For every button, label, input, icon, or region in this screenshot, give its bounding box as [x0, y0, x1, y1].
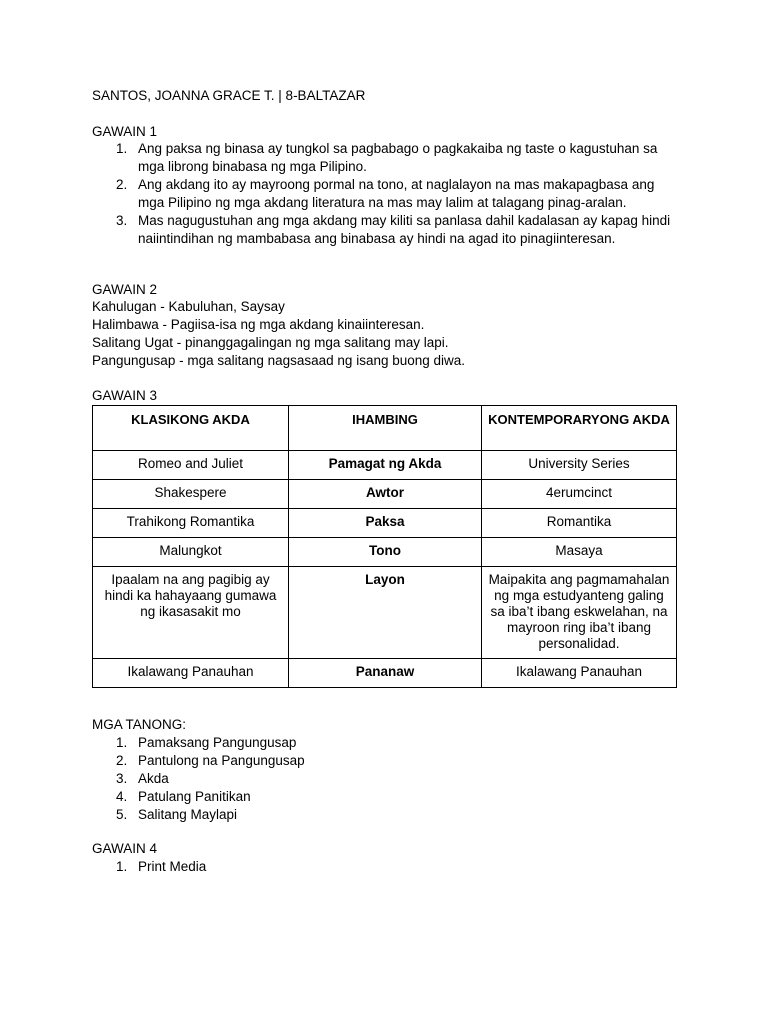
tanong-title: MGA TANONG: [92, 717, 187, 732]
tanong-list [92, 734, 676, 824]
table-cell: Maipakita ang pagmamahalan ng mga estudyanteng galing sa iba’t ibang eskwelahan, na mayroon ring iba’t ibang personalidad. [482, 567, 677, 659]
gawain2-lines [92, 298, 676, 370]
table-row [93, 509, 677, 538]
table-cell: Malungkot [93, 538, 289, 567]
list-item: 5. Salitang Maylapi [116, 807, 238, 822]
definition-line: Halimbawa - Pagiisa-isa ng mga akdang kinaiinteresan. [92, 317, 425, 332]
list-item: 4. Patulang Panitikan [116, 789, 251, 804]
table-row [93, 480, 677, 509]
table-cell: Tono [289, 538, 482, 567]
table-cell: 4erumcinct [482, 480, 677, 509]
student-header: SANTOS, JOANNA GRACE T. | 8-BALTAZAR [92, 88, 366, 103]
list-item: 1. Print Media [116, 859, 207, 874]
table-cell: Awtor [289, 480, 482, 509]
table-cell: Romeo and Juliet [93, 451, 289, 480]
gawain3-title: GAWAIN 3 [92, 388, 158, 403]
table-cell: Trahikong Romantika [93, 509, 289, 538]
gawain2-title: GAWAIN 2 [92, 282, 158, 297]
table-row [93, 538, 677, 567]
table-cell: Romantika [482, 509, 677, 538]
column-header: IHAMBING [289, 406, 482, 451]
definition-line: Pangungusap - mga salitang nagsasaad ng isang buong diwa. [92, 353, 466, 368]
table-row [93, 567, 677, 659]
gawain1-list [92, 140, 676, 248]
list-item: 3. Akda [116, 771, 169, 786]
table-cell: Ikalawang Panauhan [482, 659, 677, 688]
gawain4-list [92, 858, 676, 876]
table-cell: Paksa [289, 509, 482, 538]
table-row [93, 451, 677, 480]
list-item: 2. Pantulong na Pangungusap [116, 753, 305, 768]
table-cell: Ikalawang Panauhan [93, 659, 289, 688]
table-cell: University Series [482, 451, 677, 480]
table-header-row [93, 406, 677, 451]
table-cell: Shakespere [93, 480, 289, 509]
list-item: 1. Pamaksang Pangungusap [116, 735, 297, 750]
table-cell: Pananaw [289, 659, 482, 688]
gawain4-title: GAWAIN 4 [92, 841, 158, 856]
column-header: KLASIKONG AKDA [93, 406, 289, 451]
list-item: 1. Ang paksa ng binasa ay tungkol sa pagbabago o pagkakaiba ng taste o kagustuhan sa mga librong binabasa ng mga Pilipino. [116, 141, 658, 174]
definition-line: Salitang Ugat - pinanggagalingan ng mga salitang may lapi. [92, 335, 449, 350]
table-row [93, 659, 677, 688]
list-item: 2. Ang akdang ito ay mayroong pormal na tono, at naglalayon na mas makapagbasa ang mga Pilipino ng mga akdang literatura na mas may lalim at talagang pinag-aralan. [116, 177, 655, 210]
table-cell: Layon [289, 567, 482, 659]
definition-line: Kahulugan - Kabuluhan, Saysay [92, 299, 285, 314]
table-cell: Masaya [482, 538, 677, 567]
comparison-table [92, 405, 677, 688]
table-cell: Ipaalam na ang pagibig ay hindi ka hahayaang gumawa ng ikasasakit mo [93, 567, 289, 659]
table-cell: Pamagat ng Akda [289, 451, 482, 480]
column-header: KONTEMPORARYONG AKDA [482, 406, 677, 451]
gawain1-title: GAWAIN 1 [92, 124, 158, 139]
list-item: 3. Mas nagugustuhan ang mga akdang may kiliti sa panlasa dahil kadalasan ay kapag hindi naiintindihan ng mambabasa ang binabasa ay hindi na agad ito pinagiinteresan. [116, 213, 671, 246]
